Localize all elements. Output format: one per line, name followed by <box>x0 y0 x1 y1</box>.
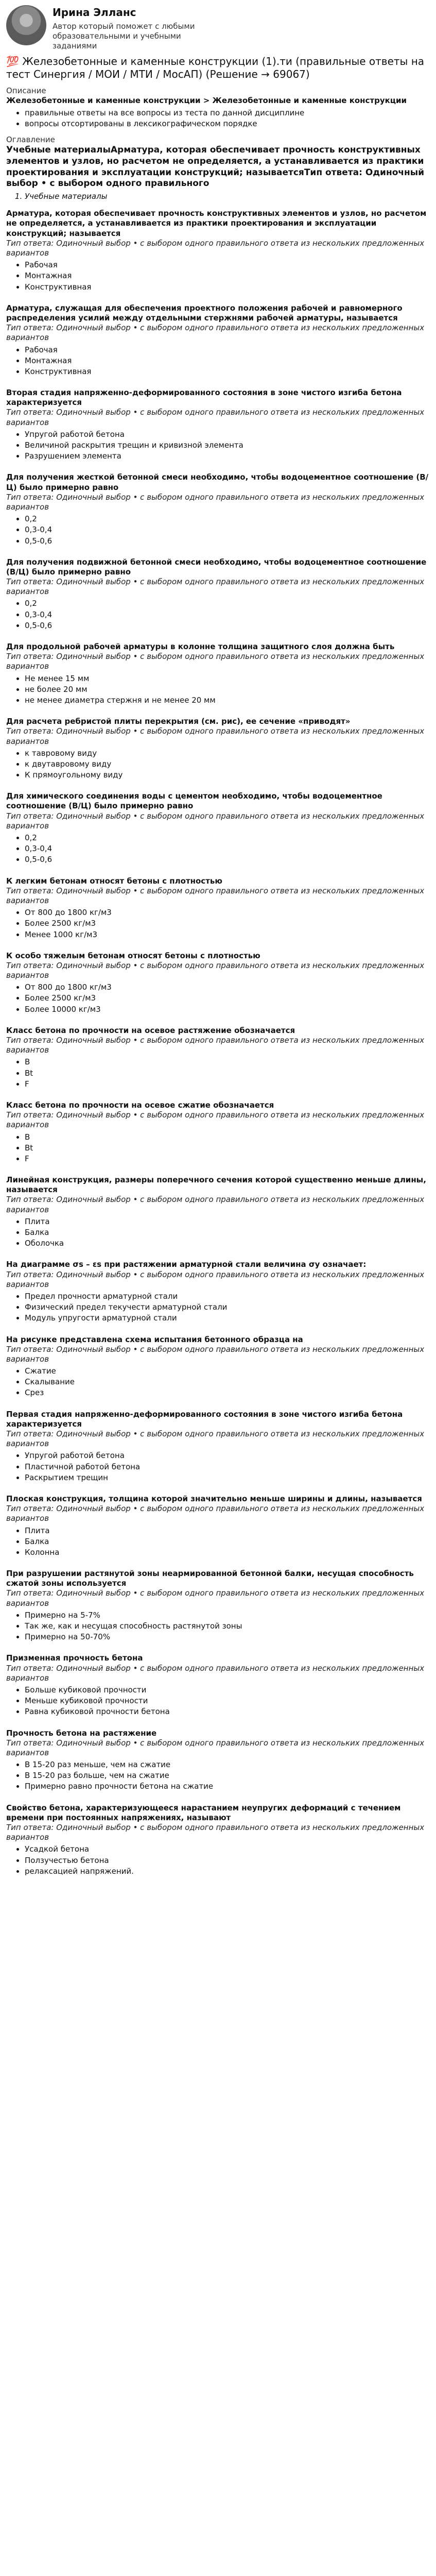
answer-options <box>6 1844 430 1876</box>
answer-option: • 0,3-0,4 <box>25 610 430 620</box>
question-title: Вторая стадия напряженно-деформированного состояния в зоне чистого изгиба бетона характеризуется <box>6 388 402 408</box>
answer-option: • 0,2 <box>25 833 430 843</box>
question-title: Для получения подвижной бетонной смеси необходимо, чтобы водоцементное соотношение (В/Ц) было примерно равно <box>6 557 427 577</box>
answer-option: • F <box>25 1079 430 1089</box>
answer-option: • Оболочка <box>25 1239 430 1248</box>
answer-options <box>6 430 430 462</box>
answer-option: • Меньше кубиковой прочности <box>25 1696 430 1706</box>
answer-type: Тип ответа: Одиночный выбор • с выбором одного правильного ответа из нескольких предложенных вариантов <box>6 408 425 427</box>
answer-option: • 0,3-0,4 <box>25 844 430 854</box>
answer-option: • Равна кубиковой прочности бетона <box>25 1707 430 1717</box>
avatar[interactable] <box>6 5 46 45</box>
answer-option: • К прямоугольному виду <box>25 770 430 780</box>
question-title: Линейная конструкция, размеры поперечного сечения которой существенно меньше длины, называется <box>6 1175 426 1195</box>
answer-type: Тип ответа: Одиночный выбор • с выбором одного правильного ответа из нескольких предложенных вариантов <box>6 1036 425 1055</box>
question-block <box>6 1175 430 1248</box>
answer-option: • От 800 до 1800 кг/м3 <box>25 908 430 918</box>
answer-options <box>6 1366 430 1398</box>
answer-option: • Примерно на 5-7% <box>25 1611 430 1620</box>
answer-options <box>6 1217 430 1249</box>
answer-option: • В 15-20 раз больше, чем на сжатие <box>25 1771 430 1781</box>
answer-option: • Монтажная <box>25 271 430 281</box>
answer-option: • Физический предел текучести арматурной стали <box>25 1302 430 1312</box>
answer-options <box>6 345 430 377</box>
answer-type: Тип ответа: Одиночный выбор • с выбором одного правильного ответа из нескольких предложенных вариантов <box>6 1504 425 1523</box>
answer-option: • Не менее 15 мм <box>25 674 430 684</box>
question-block <box>6 1410 430 1483</box>
answer-option: • не менее диаметра стержня и не менее 20 мм <box>25 696 430 705</box>
answer-options <box>6 599 430 631</box>
answer-option: • Конструктивная <box>25 367 430 377</box>
question-title: Для продольной рабочей арматуры в колонне толщина защитного слоя должна быть <box>6 642 395 652</box>
answer-option: • Плита <box>25 1217 430 1227</box>
contents-list <box>6 192 430 201</box>
author-info <box>53 5 212 51</box>
question-block <box>6 388 430 461</box>
answer-option: • 0,2 <box>25 514 430 524</box>
answer-option: • Величиной раскрытия трещин и кривизной элемента <box>25 440 430 450</box>
answer-type: Тип ответа: Одиночный выбор • с выбором одного правильного ответа из нескольких предложенных вариантов <box>6 1663 425 1683</box>
answer-type: Тип ответа: Одиночный выбор • с выбором одного правильного ответа из нескольких предложенных вариантов <box>6 1738 425 1757</box>
author-description: Автор который поможет с любыми образовательными и учебными заданиями <box>53 21 195 50</box>
answer-option: • Конструктивная <box>25 282 430 292</box>
author-name[interactable]: Ирина Элланс <box>53 6 136 19</box>
question-title: Арматура, служащая для обеспечения проектного положения рабочей и равномерного распределения усилий между отдельными стержнями рабочей арматуры, называется <box>6 303 403 323</box>
answer-option: • От 800 до 1800 кг/м3 <box>25 982 430 992</box>
answer-option: • Колонна <box>25 1548 430 1557</box>
answer-option: • 0,5-0,6 <box>25 855 430 865</box>
question-block <box>6 951 430 1014</box>
answer-option: • В 15-20 раз меньше, чем на сжатие <box>25 1760 430 1770</box>
answer-option: • Раскрытием трещин <box>25 1473 430 1483</box>
answer-options <box>6 260 430 292</box>
answer-option: • F <box>25 1154 430 1164</box>
question-block <box>6 1569 430 1642</box>
question-title: При разрушении растянутой зоны неармированной бетонной балки, несущая способность сжатой зоны используется <box>6 1569 414 1588</box>
answer-option: • Балка <box>25 1228 430 1238</box>
question-title: Класс бетона по прочности на осевое растяжение обозначается <box>6 1025 295 1035</box>
answer-option: • 0,5-0,6 <box>25 621 430 631</box>
answer-type: Тип ответа: Одиночный выбор • с выбором одного правильного ответа из нескольких предложенных вариантов <box>6 886 425 905</box>
question-title: Арматура, которая обеспечивает прочность конструктивных элементов и узлов, но расчетом не определяется, а устанавливается из практики проектирования и эксплуатации конструкций; называется <box>6 209 427 238</box>
question-title: Для химического соединения воды с цементом необходимо, чтобы водоцементное соотношение (В/Ц) было примерно равно <box>6 791 382 811</box>
contents-heading: Учебные материалыАрматура, которая обеспечивает прочность конструктивных элементов и узлов, но расчетом не определяется, а устанавливается из практики проектирования и эксплуатации конструкций; называетсяТип ответа: Одиночный выбор • с выбором одного правильного <box>6 145 425 189</box>
answer-option: • Так же, как и несущая способность растянутой зоны <box>25 1621 430 1631</box>
answer-option: • Усадкой бетона <box>25 1844 430 1854</box>
answer-option: • Больше кубиковой прочности <box>25 1685 430 1695</box>
questions-list <box>6 209 430 1876</box>
question-block <box>6 1335 430 1398</box>
question-block <box>6 209 430 292</box>
answer-options <box>6 1292 430 1324</box>
answer-options <box>6 982 430 1014</box>
answer-option: • Рабочая <box>25 260 430 270</box>
question-block <box>6 1803 430 1876</box>
question-block <box>6 557 430 631</box>
answer-options <box>6 1760 430 1792</box>
answer-option: • Примерно на 50-70% <box>25 1632 430 1642</box>
answer-type: Тип ответа: Одиночный выбор • с выбором одного правильного ответа из нескольких предложенных вариантов <box>6 1429 425 1449</box>
answer-options <box>6 1451 430 1483</box>
description-label: Описание <box>6 86 46 96</box>
answer-type: Тип ответа: Одиночный выбор • с выбором одного правильного ответа из нескольких предложенных вариантов <box>6 492 425 512</box>
question-title: Свойство бетона, характеризующееся нарастанием неупругих деформаций с течением времени при постоянных напряжениях, называют <box>6 1803 401 1822</box>
author-block <box>6 5 430 51</box>
answer-options <box>6 1685 430 1717</box>
answer-option: • Более 10000 кг/м3 <box>25 1005 430 1014</box>
page-title: 💯 Железобетонные и каменные конструкции (1).ти (правильные ответы на тест Синергия / МОИ / МТИ / МосАП) (Решение → 69067) <box>6 55 425 81</box>
question-title: Призменная прочность бетона <box>6 1653 143 1663</box>
question-title: Первая стадия напряженно-деформированного состояния в зоне чистого изгиба бетона характеризуется <box>6 1409 403 1429</box>
question-title: На диаграмме σs – εs при растяжении арматурной стали величина σу означает: <box>6 1260 367 1269</box>
answer-option: • Модуль упругости арматурной стали <box>25 1313 430 1323</box>
question-title: К легким бетонам относят бетоны с плотностью <box>6 876 222 886</box>
answer-option: • Bt <box>25 1143 430 1153</box>
answer-option: • Упругой работой бетона <box>25 1451 430 1461</box>
answer-option: • B <box>25 1057 430 1067</box>
answer-options <box>6 1526 430 1558</box>
answer-option: • Менее 1000 кг/м3 <box>25 930 430 940</box>
answer-option: • Более 2500 кг/м3 <box>25 993 430 1003</box>
answer-options <box>6 1132 430 1164</box>
answer-option: • Примерно равно прочности бетона на сжатие <box>25 1782 430 1791</box>
answer-option: • Рабочая <box>25 345 430 355</box>
answer-type: Тип ответа: Одиночный выбор • с выбором одного правильного ответа из нескольких предложенных вариантов <box>6 652 425 671</box>
description-item: • вопросы отсортированы в лексикографическом порядке <box>25 119 430 129</box>
answer-options <box>6 908 430 940</box>
answer-type: Тип ответа: Одиночный выбор • с выбором одного правильного ответа из нескольких предложенных вариантов <box>6 1823 425 1842</box>
answer-type: Тип ответа: Одиночный выбор • с выбором одного правильного ответа из нескольких предложенных вариантов <box>6 1110 425 1130</box>
answer-option: • релаксацией напряжений. <box>25 1867 430 1876</box>
answer-type: Тип ответа: Одиночный выбор • с выбором одного правильного ответа из нескольких предложенных вариантов <box>6 1195 425 1214</box>
contents-item[interactable]: 1. Учебные материалы <box>25 192 430 201</box>
answer-option: • Предел прочности арматурной стали <box>25 1292 430 1301</box>
question-block <box>6 1653 430 1717</box>
answer-option: • Сжатие <box>25 1366 430 1376</box>
answer-options <box>6 514 430 546</box>
question-title: Для получения жесткой бетонной смеси необходимо, чтобы водоцементное соотношение (В/Ц) было примерно равно <box>6 472 429 492</box>
question-block <box>6 1728 430 1792</box>
answer-type: Тип ответа: Одиночный выбор • с выбором одного правильного ответа из нескольких предложенных вариантов <box>6 1588 425 1608</box>
description-item: • правильные ответы на все вопросы из теста по данной дисциплине <box>25 108 430 118</box>
question-title: Прочность бетона на растяжение <box>6 1728 157 1738</box>
answer-option: • к тавровому виду <box>25 749 430 758</box>
answer-option: • Балка <box>25 1537 430 1547</box>
question-block <box>6 642 430 705</box>
question-block <box>6 472 430 546</box>
answer-options <box>6 1057 430 1089</box>
answer-options <box>6 1611 430 1642</box>
answer-type: Тип ответа: Одиночный выбор • с выбором одного правильного ответа из нескольких предложенных вариантов <box>6 238 425 258</box>
answer-option: • Пластичной работой бетона <box>25 1462 430 1472</box>
question-title: Для расчета ребристой плиты перекрытия (см. рис), ее сечение «приводят» <box>6 717 351 726</box>
answer-option: • Упругой работой бетона <box>25 430 430 439</box>
question-block <box>6 1494 430 1557</box>
answer-type: Тип ответа: Одиночный выбор • с выбором одного правильного ответа из нескольких предложенных вариантов <box>6 726 425 746</box>
description-list <box>6 108 430 129</box>
question-title: Класс бетона по прочности на осевое сжатие обозначается <box>6 1100 274 1110</box>
answer-options <box>6 749 430 781</box>
answer-option: • Ползучестью бетона <box>25 1856 430 1866</box>
answer-option: • Монтажная <box>25 356 430 366</box>
answer-type: Тип ответа: Одиночный выбор • с выбором одного правильного ответа из нескольких предложенных вариантов <box>6 811 425 831</box>
question-block <box>6 717 430 780</box>
answer-option: • 0,3-0,4 <box>25 525 430 535</box>
answer-option: • Скалывание <box>25 1377 430 1387</box>
question-title: На рисунке представлена схема испытания бетонного образца на <box>6 1334 303 1344</box>
description-title: Железобетонные и каменные конструкции > Железобетонные и каменные конструкции <box>6 96 407 106</box>
answer-option: • Bt <box>25 1069 430 1078</box>
answer-option: • Более 2500 кг/м3 <box>25 919 430 928</box>
question-title: К особо тяжелым бетонам относят бетоны с плотностью <box>6 951 260 960</box>
answer-type: Тип ответа: Одиночный выбор • с выбором одного правильного ответа из нескольких предложенных вариантов <box>6 577 425 597</box>
answer-option: • B <box>25 1132 430 1142</box>
question-block <box>6 876 430 940</box>
answer-option: • 0,5-0,6 <box>25 536 430 546</box>
question-block <box>6 1100 430 1164</box>
answer-type: Тип ответа: Одиночный выбор • с выбором одного правильного ответа из нескольких предложенных вариантов <box>6 1344 425 1364</box>
question-title: Плоская конструкция, толщина которой значительно меньше ширины и длины, называется <box>6 1494 422 1503</box>
answer-option: • 0,2 <box>25 599 430 608</box>
answer-type: Тип ответа: Одиночный выбор • с выбором одного правильного ответа из нескольких предложенных вариантов <box>6 1269 425 1289</box>
answer-option: • не более 20 мм <box>25 685 430 694</box>
question-block <box>6 1260 430 1323</box>
answer-option: • к двутавровому виду <box>25 759 430 769</box>
answer-option: • Плита <box>25 1526 430 1536</box>
answer-options <box>6 674 430 706</box>
answer-option: • Разрушением элемента <box>25 451 430 461</box>
answer-type: Тип ответа: Одиночный выбор • с выбором одного правильного ответа из нескольких предложенных вариантов <box>6 960 425 980</box>
question-block <box>6 303 430 377</box>
contents-label: Оглавление <box>6 134 55 144</box>
question-block <box>6 791 430 865</box>
answer-options <box>6 833 430 865</box>
answer-type: Тип ответа: Одиночный выбор • с выбором одного правильного ответа из нескольких предложенных вариантов <box>6 323 425 343</box>
question-block <box>6 1026 430 1089</box>
answer-option: • Срез <box>25 1388 430 1398</box>
